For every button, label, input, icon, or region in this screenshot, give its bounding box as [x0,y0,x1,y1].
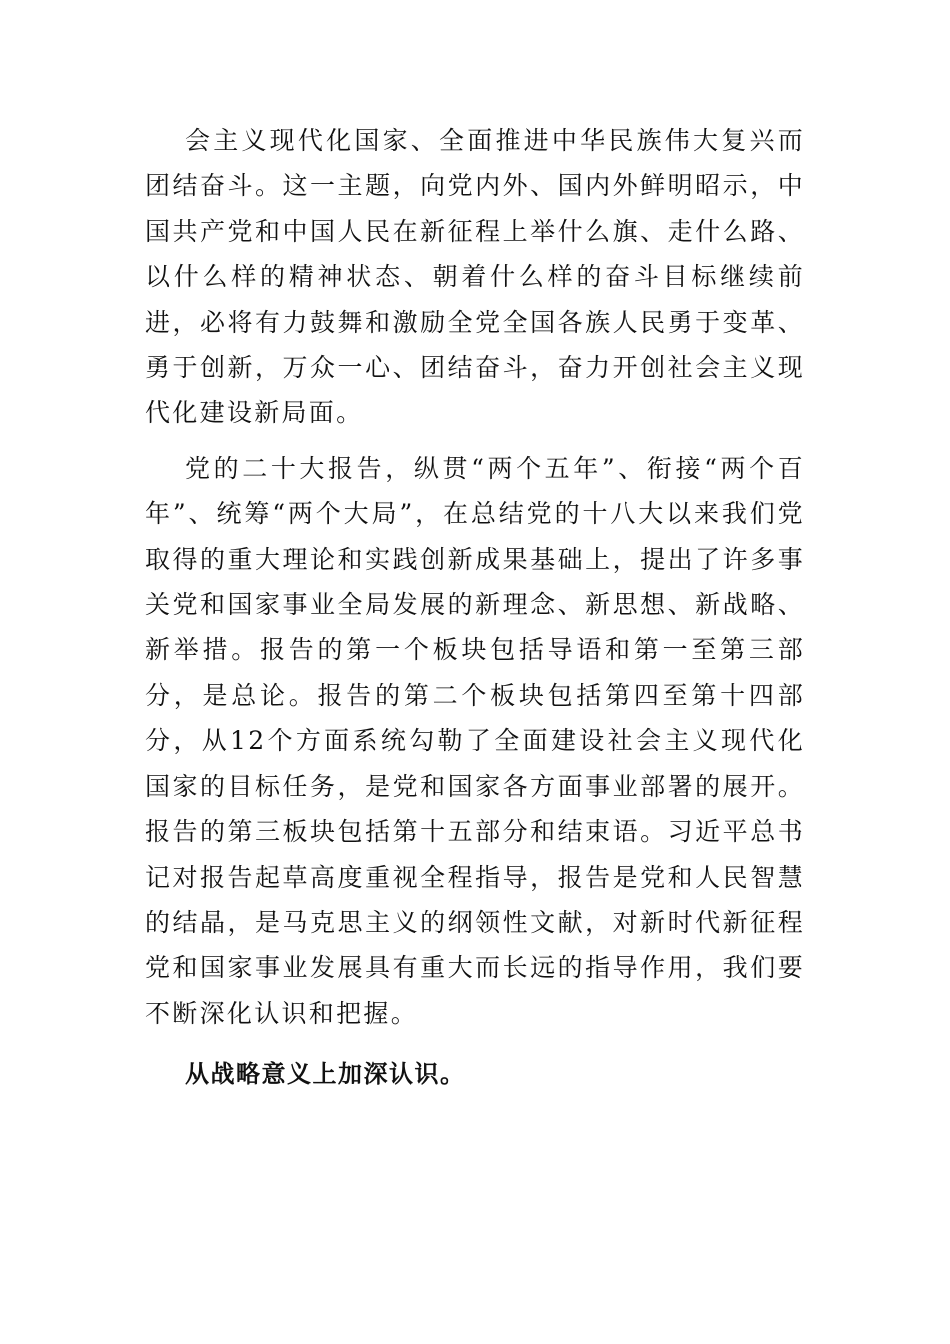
paragraph-theme-continuation: 会主义现代化国家、全面推进中华民族伟大复兴而团结奋斗。这一主题，向党内外、国内外鲜明昭示，中国共产党和中国人民在新征程上举什么旗、走什么路、以什么样的精神状态、朝着什么样的奋斗目标继续前进，必将有力鼓舞和激励全党全国各族人民勇于变革、勇于创新，万众一心、团结奋斗，奋力开创社会主义现代化建设新局面。 [145,126,805,428]
section-heading: 从战略意义上加深认识。 [185,1060,466,1089]
paragraph-report-structure: 党的二十大报告，纵贯“两个五年”、衔接“两个百年”、统筹“两个大局”，在总结党的十八大以来我们党取得的重大理论和实践创新成果基础上，提出了许多事关党和国家事业全局发展的新理念、新思想、新战略、新举措。报告的第一个板块包括导语和第一至第三部分，是总论。报告的第二个板块包括第四至第十四部分，从12个方面系统勾勒了全面建设社会主义现代化国家的目标任务，是党和国家各方面事业部署的展开。报告的第三板块包括第十五部分和结束语。习近平总书记对报告起草高度重视全程指导，报告是党和人民智慧的结晶，是马克思主义的纲领性文献，对新时代新征程党和国家事业发展具有重大而长远的指导作用，我们要不断深化认识和把握。 [145,453,805,1028]
document-body [145,118,805,1097]
